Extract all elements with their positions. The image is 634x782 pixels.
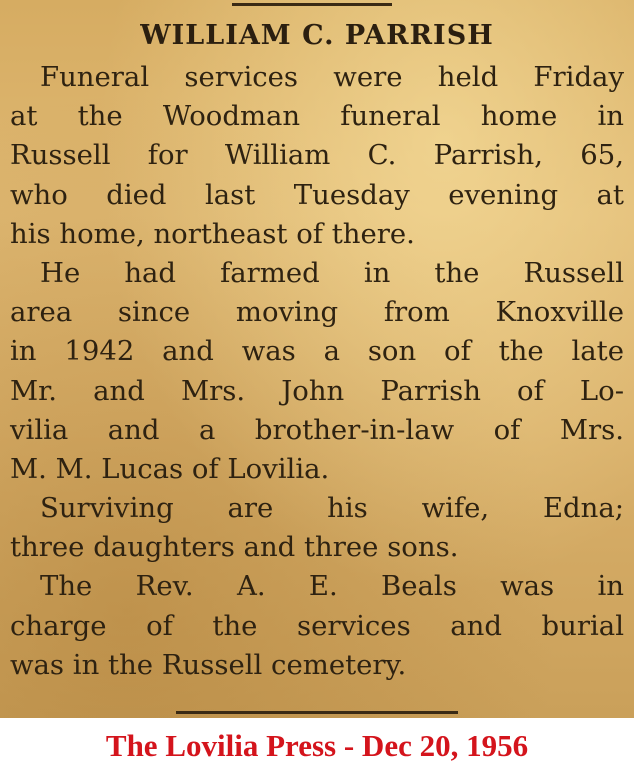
paragraph-biography [10, 254, 624, 489]
text-line: Russell for William C. Parrish, 65, [10, 139, 624, 172]
text-line: M. M. Lucas of Lovilia. [10, 452, 330, 485]
text-line: at the Woodman funeral home in [10, 100, 624, 133]
obituary-headline: WILLIAM C. PARRISH [140, 20, 494, 51]
text-line: He had farmed in the Russell [40, 256, 624, 289]
text-line: Mr. and Mrs. John Parrish of Lo- [10, 374, 624, 407]
paragraph-funeral-services [10, 58, 624, 254]
text-line: was in the Russell cemetery. [10, 648, 407, 681]
text-line: who died last Tuesday evening at [10, 178, 624, 211]
obituary-body [10, 58, 624, 685]
source-caption: The Lovilia Press - Dec 20, 1956 [105, 728, 529, 763]
text-line: area since moving from Knoxville [10, 296, 624, 329]
text-line: three daughters and three sons. [10, 531, 459, 564]
text-line: his home, northeast of there. [10, 217, 415, 250]
top-rule [232, 3, 392, 6]
bottom-rule [176, 711, 458, 714]
text-line: in 1942 and was a son of the late [10, 335, 624, 368]
paragraph-officiant [10, 567, 624, 685]
paragraph-survivors [10, 489, 624, 567]
text-line: vilia and a brother-in-law of Mrs. [10, 413, 624, 446]
text-line: charge of the services and burial [10, 609, 624, 642]
text-line: Surviving are his wife, Edna; [40, 492, 624, 525]
text-line: The Rev. A. E. Beals was in [40, 570, 624, 603]
text-line: Funeral services were held Friday [40, 61, 624, 93]
